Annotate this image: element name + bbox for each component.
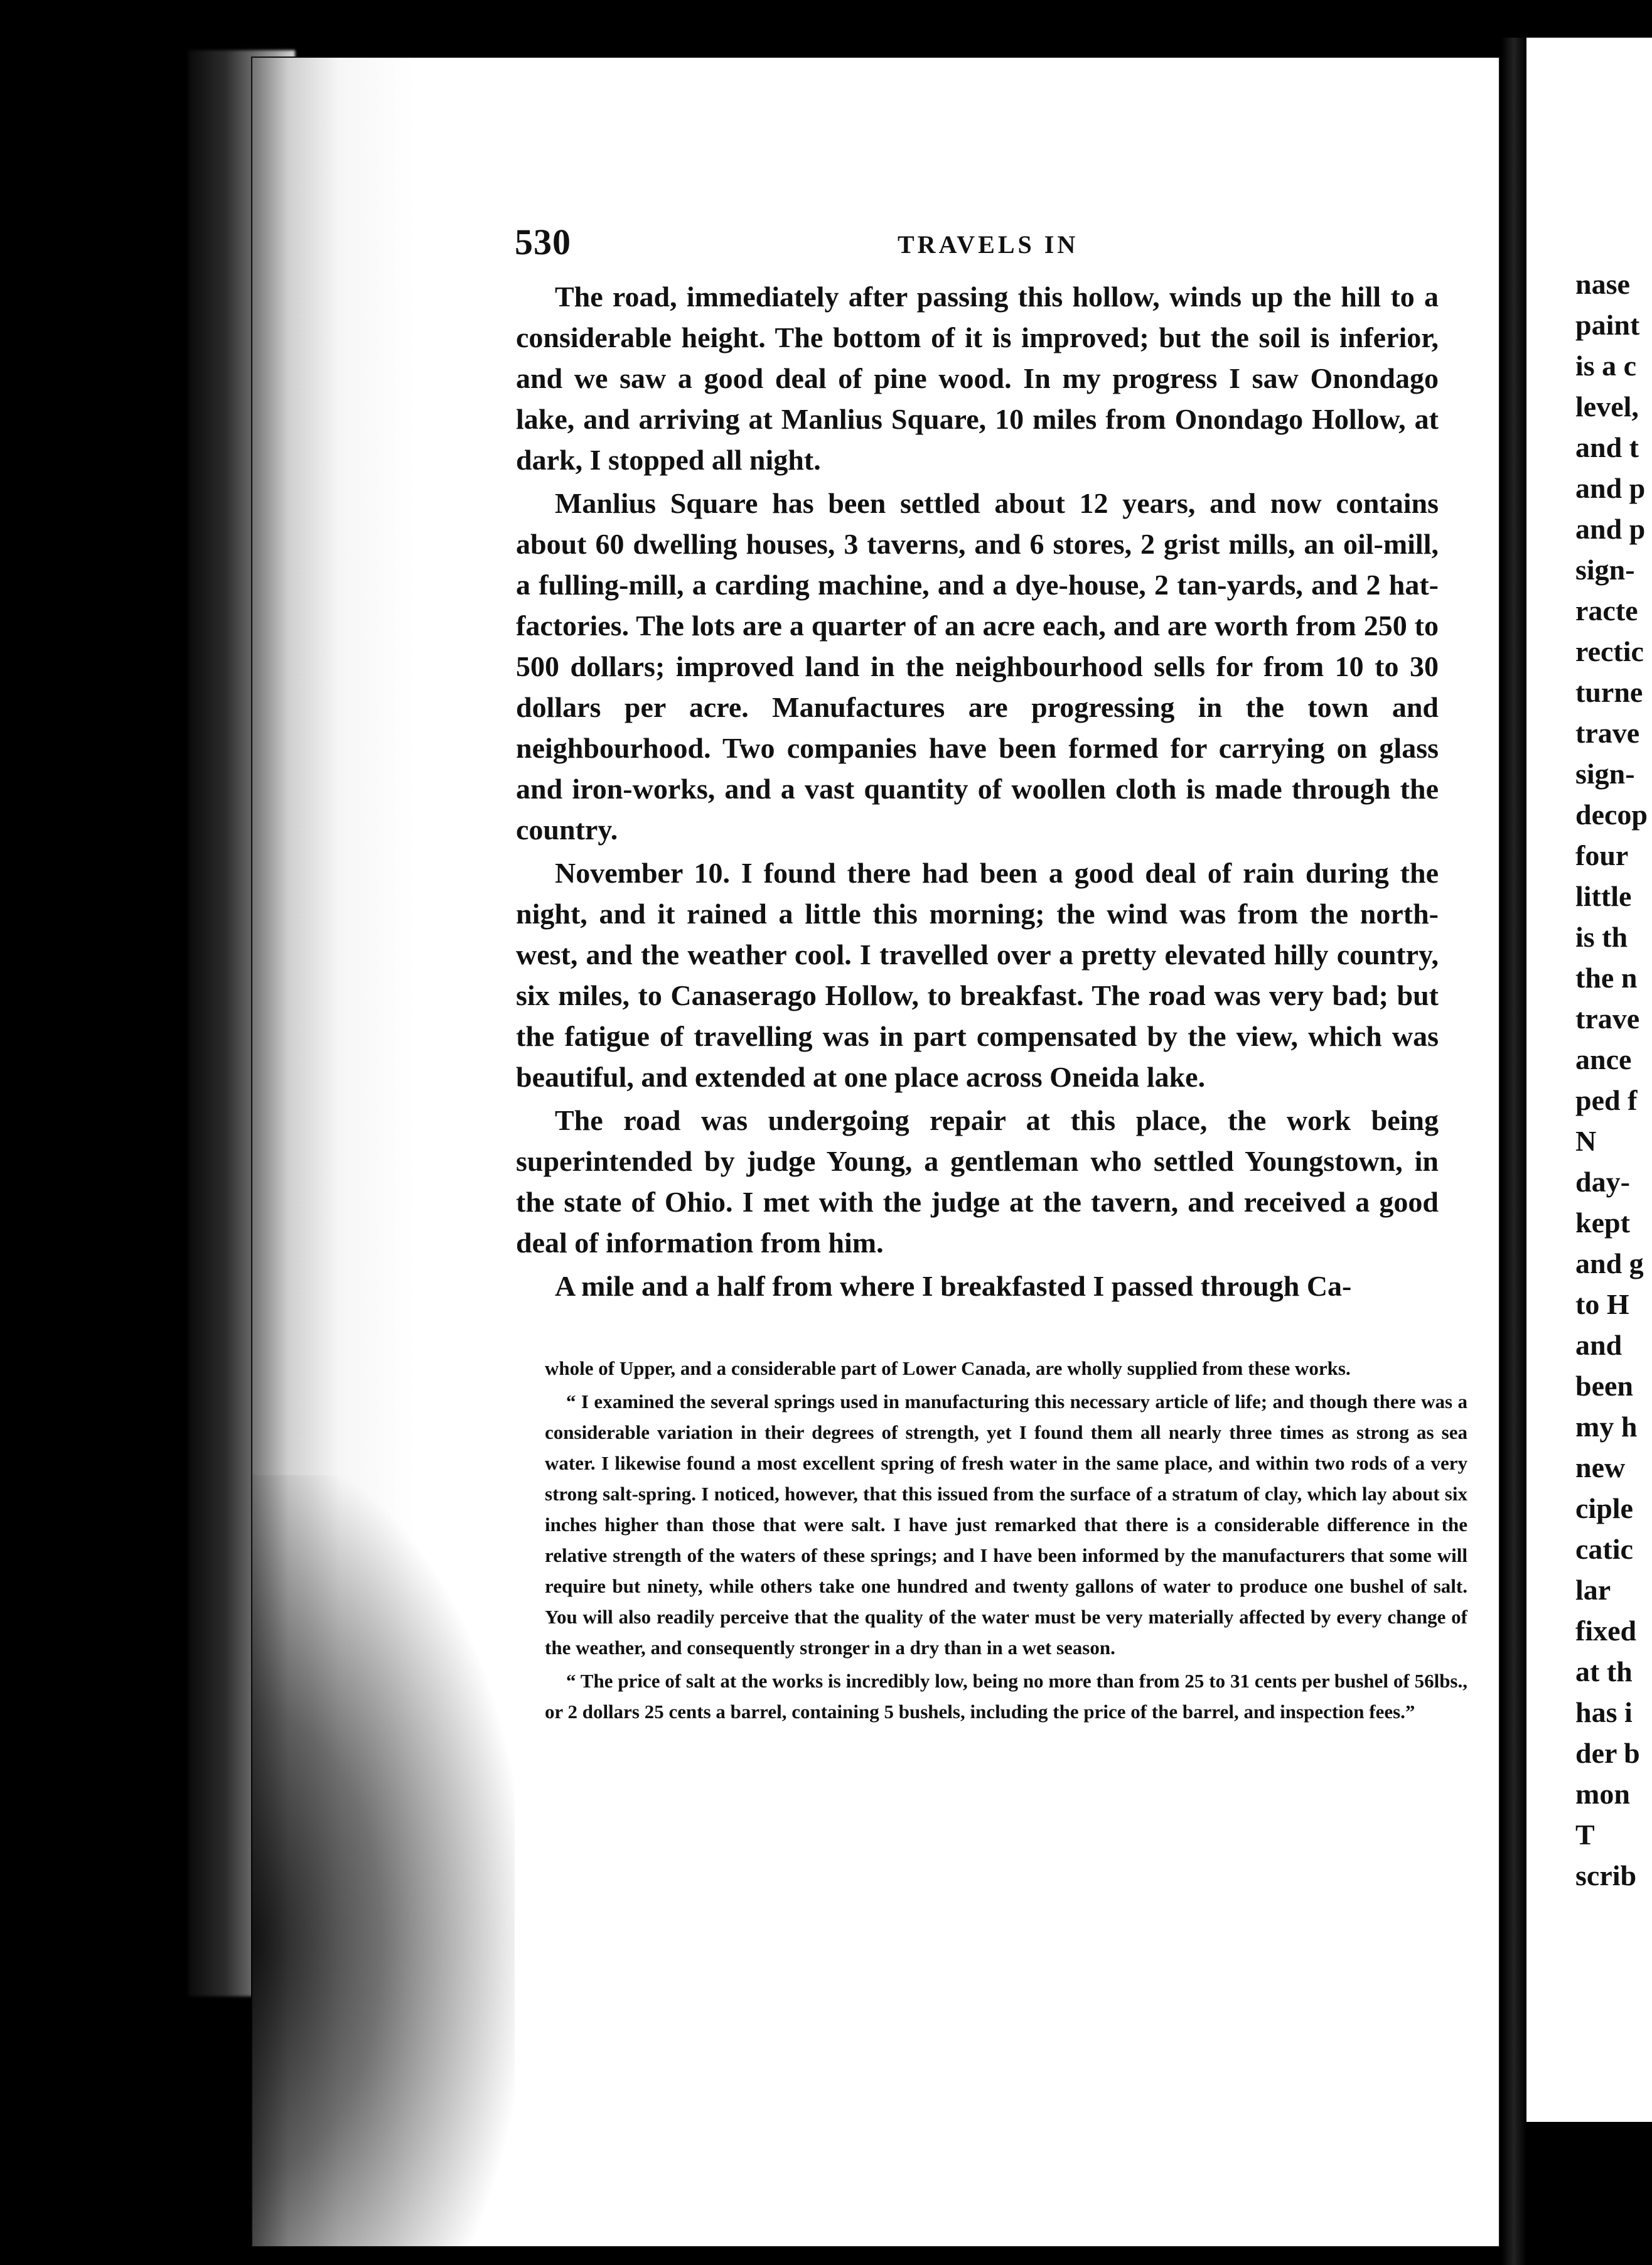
facing-line: fixed	[1575, 1615, 1637, 1647]
facing-line: trave	[1575, 1003, 1640, 1035]
facing-line: catic	[1575, 1533, 1633, 1565]
facing-line: is a c	[1575, 350, 1637, 382]
footnote	[545, 1353, 1467, 1730]
facing-line: four	[1575, 839, 1629, 871]
facing-line: nase	[1575, 268, 1630, 300]
facing-line: the n	[1575, 962, 1638, 994]
facing-line: ped f	[1575, 1084, 1638, 1116]
main-text	[516, 276, 1439, 1309]
facing-line: T	[1575, 1819, 1595, 1851]
footnote-paragraph: “ The price of salt at the works is incredibly low, being no more than from 25 to 31 cents per bushel of 56lbs., or 2 dollars 25 cents a barrel, containing 5 bushels, including the price of the barrel, and inspection fees.”	[545, 1670, 1467, 1723]
facing-line: my h	[1575, 1411, 1638, 1443]
facing-line: sign-	[1575, 758, 1635, 790]
facing-line: at th	[1575, 1655, 1633, 1687]
facing-line: trave	[1575, 717, 1640, 749]
facing-line: is th	[1575, 921, 1628, 953]
facing-line: racte	[1575, 594, 1638, 627]
page-header	[515, 221, 1456, 265]
facing-line: and p	[1575, 513, 1646, 545]
running-head: TRAVELS IN	[898, 230, 1079, 259]
facing-line: scrib	[1575, 1859, 1637, 1891]
facing-line: to H	[1575, 1288, 1629, 1320]
paragraph: The road was undergoing repair at this place, the work being superintended by judge Young, a gentleman who settled Youngstown, in the state of Ohio. I met with the judge at the tavern, and received a good deal of information from him.	[516, 1104, 1439, 1259]
facing-line: and g	[1575, 1247, 1644, 1279]
facing-line: new	[1575, 1451, 1626, 1483]
paragraph: November 10. I found there had been a good deal of rain during the night, and it rained a little this morning; the wind was from the north-west, and the weather cool. I travelled over a pretty elevated hilly country, six miles, to Canaserago Hollow, to breakfast. The road was very bad; but the fatigue of travelling was in part compensated by the view, which was beautiful, and extended at one place across Oneida lake.	[516, 857, 1439, 1093]
page-corner-shadow	[251, 1475, 515, 2254]
facing-line: mon	[1575, 1778, 1630, 1810]
paragraph: A mile and a half from where I breakfasted I passed through Ca-	[555, 1270, 1352, 1302]
facing-line: der b	[1575, 1737, 1640, 1769]
footnote-paragraph: whole of Upper, and a considerable part of Lower Canada, are wholly supplied from these works.	[545, 1357, 1351, 1379]
facing-line: and t	[1575, 431, 1639, 463]
paragraph: Manlius Square has been settled about 12 years, and now contains about 60 dwelling houses, 3 taverns, and 6 stores, 2 grist mills, an oil-mill, a fulling-mill, a carding machine, and a dye-house, 2 tan-yards, and 2 hat-factories. The lots are a quarter of an acre each, and are worth from 250 to 500 dollars; improved land in the neighbourhood sells for from 10 to 30 dollars per acre. Manufactures are progressing in the town and neighbourhood. Two companies have been formed for carrying on glass and iron-works, and a vast quantity of woollen cloth is made through the country.	[516, 487, 1439, 846]
facing-line: sign-	[1575, 554, 1635, 586]
facing-line: paint	[1575, 309, 1640, 341]
facing-line: rectic	[1575, 635, 1644, 667]
paragraph: The road, immediately after passing this hollow, winds up the hill to a considerable height. The bottom of it is improved; but the soil is inferior, and we saw a good deal of pine wood. In my progress I saw Onondago lake, and arriving at Manlius Square, 10 miles from Onondago Hollow, at dark, I stopped all night.	[516, 281, 1439, 476]
facing-line: level,	[1575, 390, 1639, 422]
facing-line: N	[1575, 1125, 1597, 1157]
facing-line: decop	[1575, 799, 1648, 831]
facing-line: little	[1575, 880, 1632, 912]
facing-line: and	[1575, 1329, 1622, 1361]
facing-line: kept	[1575, 1207, 1630, 1239]
facing-page-text	[1575, 264, 1652, 1896]
facing-line: lar	[1575, 1574, 1611, 1606]
facing-line: day-	[1575, 1166, 1630, 1198]
page-number: 530	[515, 222, 571, 262]
facing-line: been	[1575, 1370, 1633, 1402]
facing-line: turne	[1575, 676, 1643, 708]
facing-line: ance	[1575, 1043, 1632, 1075]
book-gutter	[1501, 38, 1526, 2265]
facing-line: and p	[1575, 472, 1646, 504]
facing-line: ciple	[1575, 1492, 1633, 1524]
footnote-paragraph: “ I examined the several springs used in manufacturing this necessary article of life; and though there was a considerable variation in their degrees of strength, yet I found them all nearly three times as strong as sea water. I likewise found a most excellent spring of fresh water in the same place, and within two rods of a very strong salt-spring. I noticed, however, that this issued from the surface of a stratum of clay, which lay about six inches higher than those that were salt. I have just remarked that there is a considerable difference in the relative strength of the waters of these springs; and I have been informed by the manufacturers that some will require but ninety, while others take one hundred and twenty gallons of water to produce one bushel of salt. You will also readily perceive that the quality of the water must be very materially affected by every change of the weather, and consequently stronger in a dry than in a wet season.	[545, 1391, 1467, 1659]
facing-line: has i	[1575, 1696, 1633, 1728]
